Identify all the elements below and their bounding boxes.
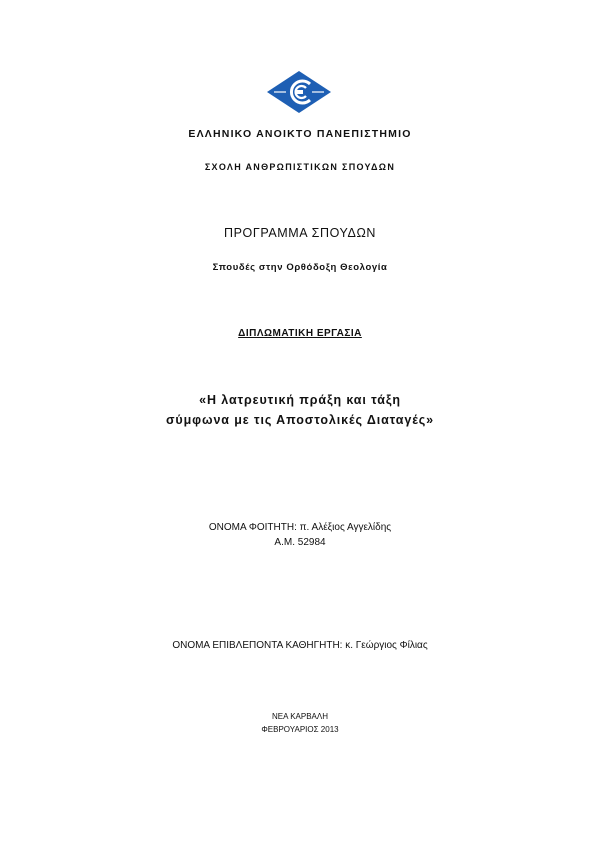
thesis-type: ΔΙΠΛΩΜΑΤΙΚΗ ΕΡΓΑΣΙΑ bbox=[238, 328, 362, 339]
school-name: ΣΧΟΛΗ ΑΝΘΡΩΠΙΣΤΙΚΩΝ ΣΠΟΥΔΩΝ bbox=[204, 162, 396, 172]
student-id: Α.Μ. 52984 bbox=[274, 537, 326, 548]
university-name: ΕΛΛΗΝΙΚΟ ΑΝΟΙΚΤΟ ΠΑΝΕΠΙΣΤΗΜΙΟ bbox=[188, 128, 412, 140]
thesis-title-line-1: «Η λατρευτική πράξη και τάξη bbox=[199, 393, 401, 407]
supervisor-name: ΟΝΟΜΑ ΕΠΙΒΛΕΠΟΝΤΑ ΚΑΘΗΓΗΤΗ: κ. Γεώργιος Φίλιας bbox=[172, 640, 428, 651]
eap-university-logo-icon bbox=[266, 70, 332, 114]
program-name: Σπουδές στην Ορθόδοξη Θεολογία bbox=[212, 262, 388, 273]
thesis-title-line-2: σύμφωνα με τις Αποστολικές Διαταγές» bbox=[165, 413, 435, 427]
program-label: ΠΡΟΓΡΑΜΜΑ ΣΠΟΥΔΩΝ bbox=[223, 226, 377, 240]
place: ΝΕΑ ΚΑΡΒΑΛΗ bbox=[271, 712, 329, 721]
date: ΦΕΒΡΟΥΑΡΙΟΣ 2013 bbox=[261, 725, 339, 734]
student-name: ΟΝΟΜΑ ΦΟΙΤΗΤΗ: π. Αλέξιος Αγγελίδης bbox=[208, 522, 392, 533]
